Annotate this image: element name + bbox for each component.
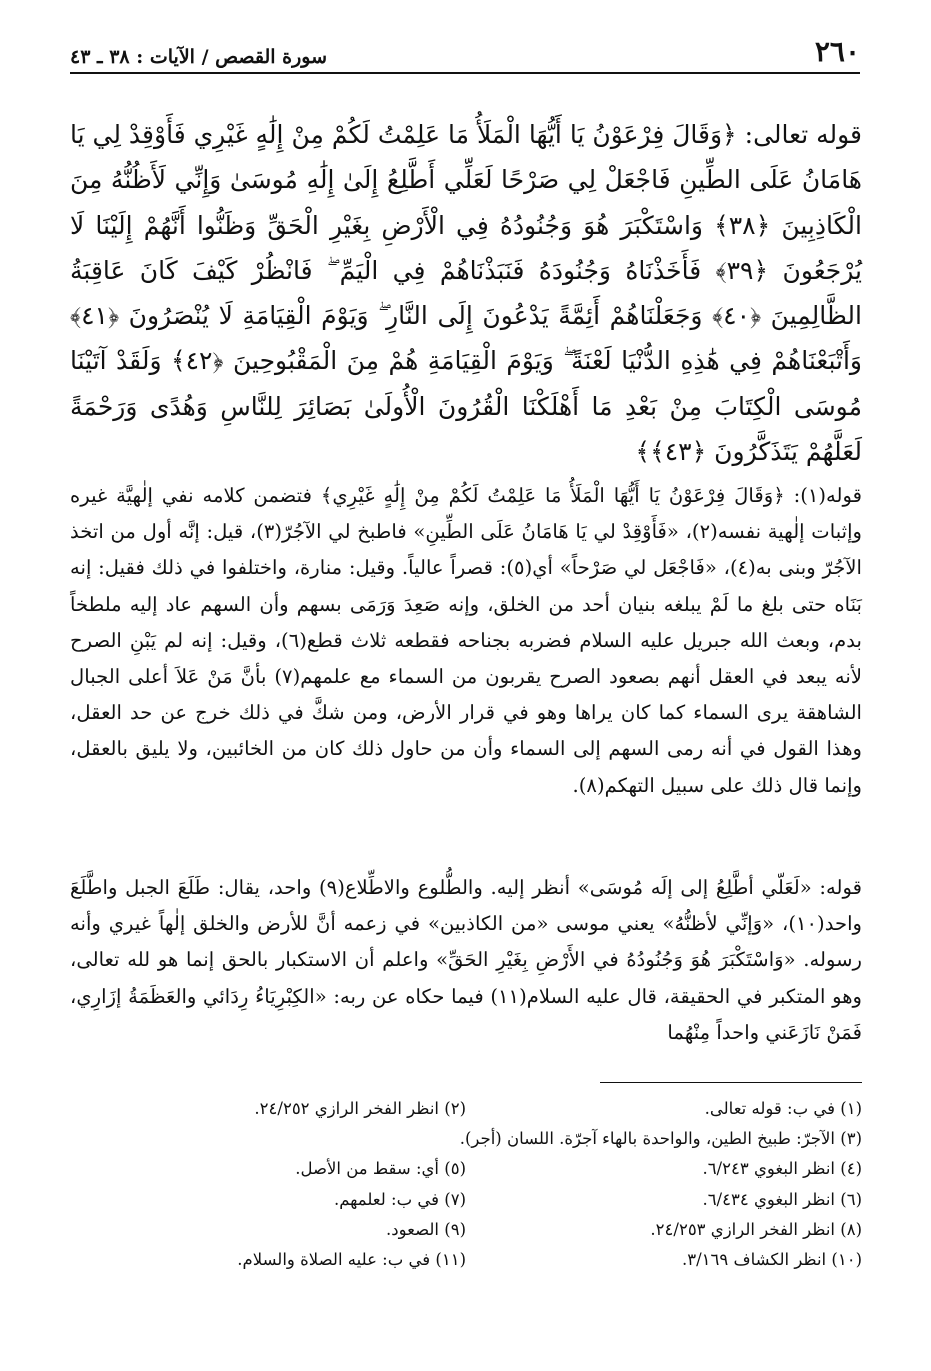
running-title: سورة القصص / الآيات : ٣٨ ـ ٤٣ xyxy=(70,46,328,68)
footnote-row xyxy=(70,1094,862,1124)
page-header xyxy=(70,35,860,74)
footnote-9: (٩) الصعود. xyxy=(386,1219,466,1239)
footnote-row xyxy=(70,1245,862,1275)
footnote-2: (٢) انظر الفخر الرازي ٢٤/٢٥٢. xyxy=(254,1099,466,1118)
footnote-3: (٣) الآجرّ: طبيخ الطين، والواحدة بالهاء آجرّة. اللسان (أجر). xyxy=(459,1129,862,1149)
footnote-10: (١٠) انظر الكشاف ٣/١٦٩. xyxy=(682,1249,862,1269)
quran-verses: قوله تعالى: ﴿وَقَالَ فِرْعَوْنُ يَا أَيُّهَا الْمَلَأُ مَا عَلِمْتُ لَكُمْ مِنْ إِلَٰهٍ غَيْرِي فَأَوْقِدْ لِي يَا هَامَانُ عَلَى الطِّينِ فَاجْعَلْ لِي صَرْحًا لَعَلِّي أَطَّلِعُ إِلَىٰ إِلَٰهِ مُوسَىٰ وَإِنِّي لَأَظُنُّهُ مِنَ الْكَاذِبِينَ ﴿٣٨﴾ وَاسْتَكْبَرَ هُوَ وَجُنُودُهُ فِي الْأَرْضِ بِغَيْرِ الْحَقِّ وَظَنُّوا أَنَّهُمْ إِلَيْنَا لَا يُرْجَعُونَ ﴿٣٩﴾ فَأَخَذْنَاهُ وَجُنُودَهُ فَنَبَذْنَاهُمْ فِي الْيَمِّ ۖ فَانْظُرْ كَيْفَ كَانَ عَاقِبَةُ الظَّالِمِينَ ﴿٤٠﴾ وَجَعَلْنَاهُمْ أَئِمَّةً يَدْعُونَ إِلَى النَّارِ ۖ وَيَوْمَ الْقِيَامَةِ لَا يُنْصَرُونَ ﴿٤١﴾ وَأَتْبَعْنَاهُمْ فِي هَٰذِهِ الدُّنْيَا لَعْنَةً ۖ وَيَوْمَ الْقِيَامَةِ هُمْ مِنَ الْمَقْبُوحِينَ ﴿٤٢﴾ وَلَقَدْ آتَيْنَا مُوسَى الْكِتَابَ مِنْ بَعْدِ مَا أَهْلَكْنَا الْقُرُونَ الْأُولَىٰ بَصَائِرَ لِلنَّاسِ وَهُدًى وَرَحْمَةً لَعَلَّهُمْ يَتَذَكَّرُونَ ﴿٤٣﴾﴾ xyxy=(70,120,863,467)
footnote-11: (١١) في ب: عليه الصلاة والسلام. xyxy=(237,1249,466,1269)
footnote-row xyxy=(70,1154,862,1184)
footnote-row xyxy=(70,1185,862,1215)
footnote-1: (١) في ب: قوله تعالى. xyxy=(704,1099,862,1118)
page-number: ٢٦٠ xyxy=(814,35,860,68)
commentary-paragraph-2: قوله: «لَعَلّي أطَّلِعُ إلى إلَه مُوسَى» أنظر إليه. والطُّلوع والاطِّلاع(٩) واحد، يقال: طَلَعَ الجبل واطَّلَعَ واحد(١٠)، «وَإنِّي لأظنُّهُ» يعني موسى «من الكاذبين» في زعمه أنَّ للأرض والخلق إلٰهاً غيري وأنه رسوله. «وَاسْتَكْبَرَ هُوَ وَجُنُودُهُ في الأَرْضِ بِغَيْرِ الحَقِّ» واعلم أن الاستكبار بالحق إنما هو لله تعالى، وهو المتكبر في الحقيقة، قال عليه السلام(١١) فيما حكاه عن ربه: «الكِبْرِيَاءُ رِدَائي والعَظَمَةُ إزَارِي، فَمَنْ نَازَعَني واحداً مِنْهُما xyxy=(70,876,862,1044)
footnote-row xyxy=(70,1124,862,1154)
footnote-7: (٧) في ب: لعلمهم. xyxy=(333,1189,466,1209)
commentary-paragraph-1: قوله(١): ﴿وَقَالَ فِرْعَوْنُ يَا أَيُّهَا الْمَلَأُ مَا عَلِمْتُ لَكُمْ مِنْ إِلَٰهٍ غَيْرِي﴾ فتضمن كلامه نفي إلٰهيَّة غيره وإثبات إلٰهية نفسه(٢)، «فَأَوْقِدْ لي يَا هَامَانُ عَلَى الطِّينِ» فاطبخ لي الآجُرّ(٣)، قيل: إنَّه أول من اتخذ الآجُرّ وبنى به(٤)، «فَاجْعَل لي صَرْحاً» أي(٥): قصراً عالياً. وقيل: منارة، واختلفوا في ذلك فقيل: إنه بَنَاه حتى بلغ ما لَمْ يبلغه بنيان أحد من الخلق، وإنه صَعِدَ وَرَمَى بسهم وأن السهم عاد إليه ملطخاً بدم، وبعث الله جبريل عليه السلام فضربه بجناحه فقطعه ثلاث قطع(٦)، وقيل: إنه لم يَبْنِ الصرح لأنه يبعد في العقل أنهم بصعود الصرح يقربون من السماء مع علمهم(٧) بأنَّ مَنْ عَلاَ أعلى الجبال الشاهقة يرى السماء كما كان يراها وهو في قرار الأرض، ومن شكَّ في ذلك خرج عن حد العقل، وهذا القول في أنه رمى السهم إلى السماء وأن من حاول ذلك كان من الخائبين، ولا يليق بالعقل، وإنما قال ذلك على سبيل التهكم(٨). xyxy=(70,484,862,797)
footnote-4: (٤) انظر البغوي ٦/٢٤٣. xyxy=(702,1159,862,1179)
footnote-6: (٦) انظر البغوي ٦/٤٣٤. xyxy=(702,1189,862,1209)
footnotes xyxy=(70,1094,862,1275)
footnote-5: (٥) أي: سقط من الأصل. xyxy=(295,1159,466,1179)
footnote-divider xyxy=(600,1082,862,1083)
footnote-row xyxy=(70,1215,862,1245)
footnote-8: (٨) انظر الفخر الرازي ٢٤/٢٥٣. xyxy=(650,1219,862,1239)
